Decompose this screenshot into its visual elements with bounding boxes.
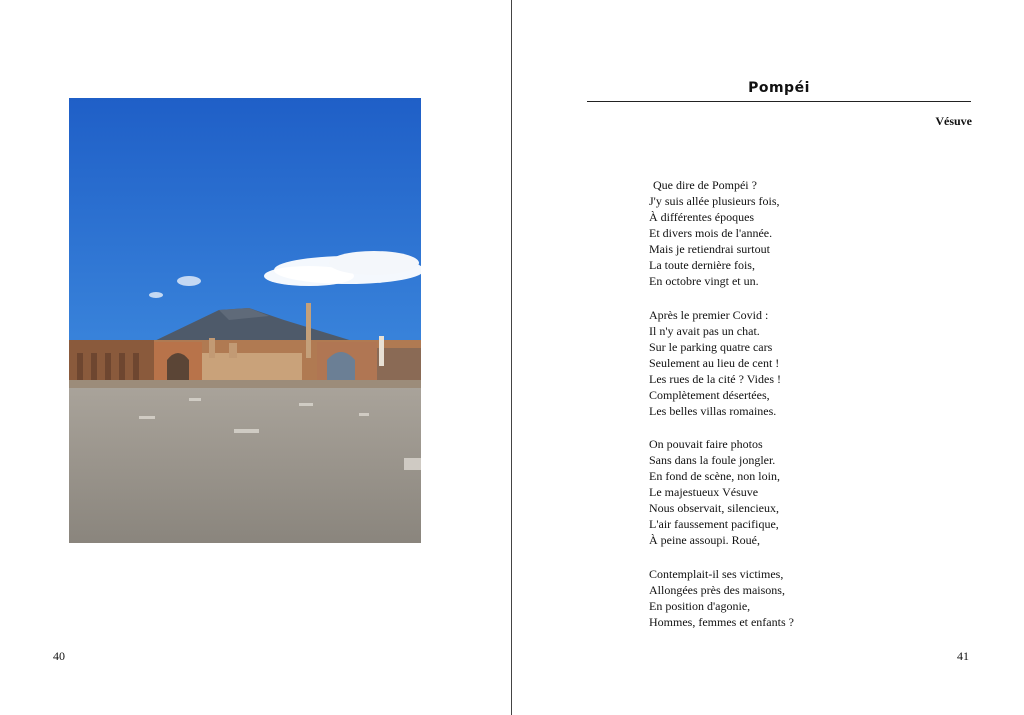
poem-line: On pouvait faire photos [649, 437, 763, 451]
poem-line: En fond de scène, non loin, [649, 469, 780, 483]
poem-line: J'y suis allée plusieurs fois, [649, 194, 780, 208]
poem-line: À peine assoupi. Roué, [649, 533, 760, 547]
page-number-right: 41 [957, 649, 969, 663]
poem-line: Allongées près des maisons, [649, 583, 785, 597]
poem-line: Et divers mois de l'année. [649, 226, 773, 240]
pompeii-forum-vesuvius-photo [69, 98, 421, 543]
poem-line: Mais je retiendrai surtout [649, 242, 770, 256]
title-divider [587, 101, 971, 102]
stanza [649, 177, 953, 289]
poem-line: En octobre vingt et un. [649, 274, 759, 288]
right-page [512, 0, 1024, 715]
poem-line: Après le premier Covid : [649, 308, 769, 322]
poem-line: Sans dans la foule jongler. [649, 453, 776, 467]
chapter-title: Pompéi [748, 80, 810, 96]
poem-line: Hommes, femmes et enfants ? [649, 615, 794, 629]
poem-title: Vésuve [935, 114, 972, 128]
poem-line: Seulement au lieu de cent ! [649, 356, 780, 370]
poem-line: Contemplait-il ses victimes, [649, 567, 784, 581]
poem-line: En position d'agonie, [649, 599, 751, 613]
poem-line: Complètement désertées, [649, 388, 770, 402]
poem-line: L'air faussement pacifique, [649, 517, 779, 531]
poem-line: Que dire de Pompéi ? [653, 178, 757, 192]
pompeii-photo [69, 98, 421, 543]
stanza [649, 436, 949, 548]
poem-line: Les belles villas romaines. [649, 404, 777, 418]
stanza [649, 307, 949, 419]
poem-line: Sur le parking quatre cars [649, 340, 773, 354]
left-page [0, 0, 511, 715]
poem-line: Nous observait, silencieux, [649, 501, 779, 515]
stanza [649, 566, 949, 630]
page-number-left: 40 [53, 649, 65, 663]
poem-line: Le majestueux Vésuve [649, 485, 759, 499]
poem-line: Les rues de la cité ? Vides ! [649, 372, 782, 386]
poem-line: La toute dernière fois, [649, 258, 755, 272]
poem-line: Il n'y avait pas un chat. [649, 324, 760, 338]
poem-line: À différentes époques [649, 210, 755, 224]
